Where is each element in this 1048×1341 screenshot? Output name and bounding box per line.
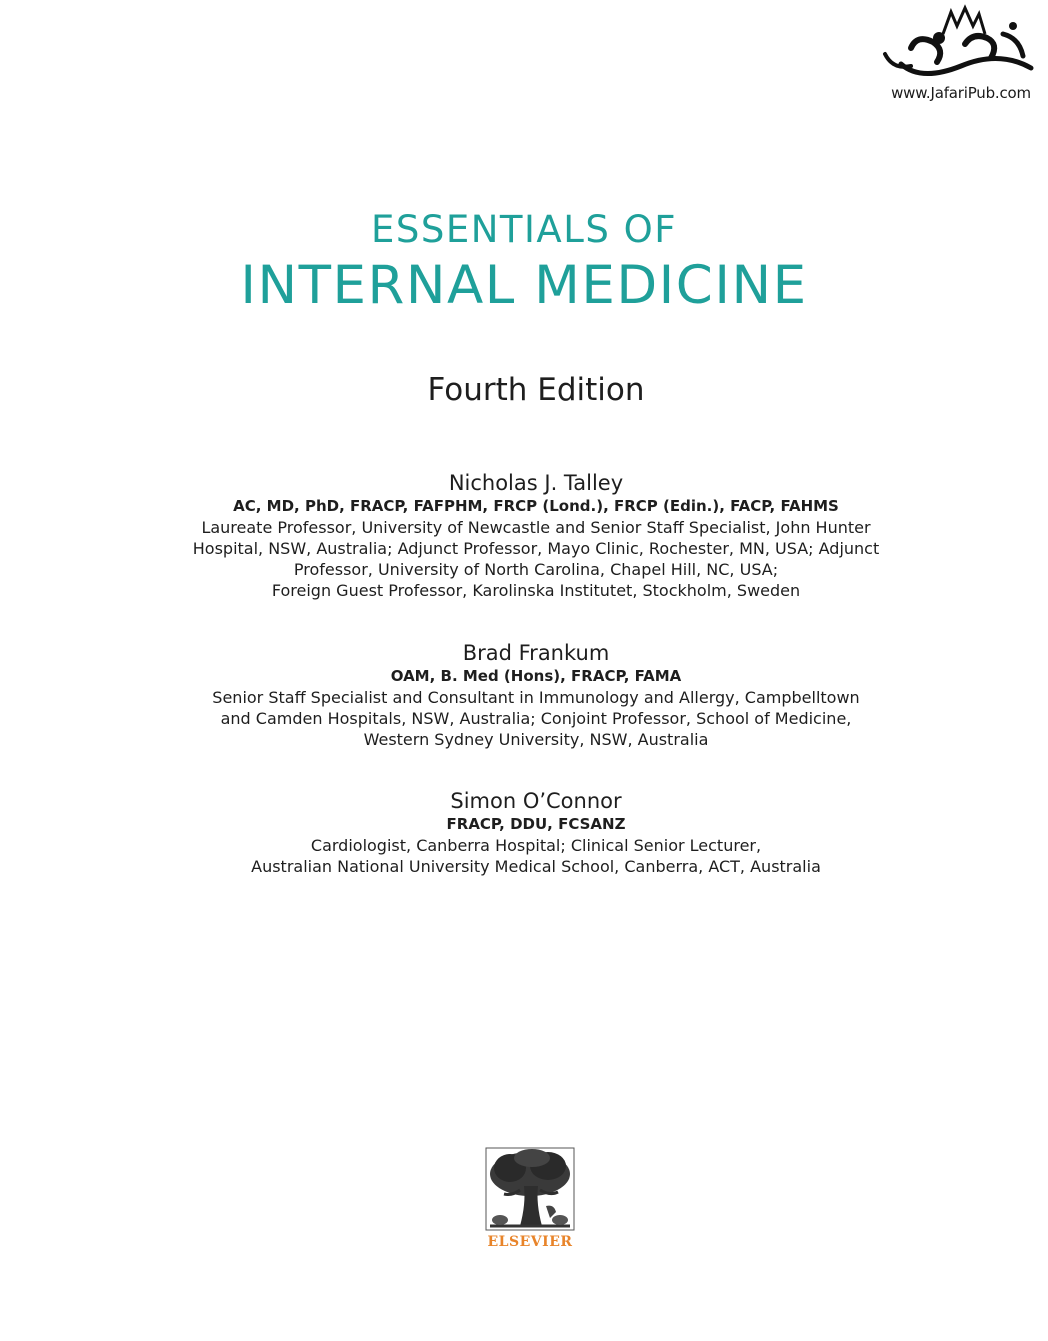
author-name: Nicholas J. Talley — [448, 471, 624, 495]
author-block — [0, 788, 1048, 877]
author-credentials: OAM, B. Med (Hons), FRACP, FAMA — [390, 667, 682, 685]
watermark-url: www.JafariPub.com — [891, 84, 1031, 102]
publisher-logo — [484, 1146, 576, 1250]
watermark — [878, 4, 1044, 102]
author-credentials: AC, MD, PhD, FRACP, FAFPHM, FRCP (Lond.), FRCP (Edin.), FACP, FAHMS — [233, 497, 839, 515]
author-affiliation — [0, 835, 1048, 877]
affiliation-line: Australian National University Medical School, Canberra, ACT, Australia — [251, 857, 821, 876]
title-line-2: INTERNAL MEDICINE — [240, 255, 808, 316]
title-line-1: ESSENTIALS OF — [371, 208, 677, 251]
author-block — [0, 470, 1048, 601]
author-name: Brad Frankum — [462, 641, 610, 665]
affiliation-line: Hospital, NSW, Australia; Adjunct Professor, Mayo Clinic, Rochester, MN, USA; Adjunct — [192, 539, 880, 558]
author-affiliation — [0, 517, 1048, 601]
affiliation-line: Foreign Guest Professor, Karolinska Institutet, Stockholm, Sweden — [271, 581, 801, 600]
author-credentials: FRACP, DDU, FCSANZ — [446, 815, 626, 833]
elsevier-tree-icon — [484, 1146, 576, 1232]
affiliation-line: Cardiologist, Canberra Hospital; Clinical Senior Lecturer, — [310, 836, 762, 855]
edition-label: Fourth Edition — [427, 372, 645, 408]
author-affiliation — [0, 687, 1048, 750]
affiliation-line: and Camden Hospitals, NSW, Australia; Conjoint Professor, School of Medicine, — [220, 709, 852, 728]
affiliation-line: Western Sydney University, NSW, Australia — [363, 730, 709, 749]
affiliation-line: Laureate Professor, University of Newcastle and Senior Staff Specialist, John Hunter — [201, 518, 871, 537]
affiliation-line: Senior Staff Specialist and Consultant in Immunology and Allergy, Campbelltown — [212, 688, 860, 707]
publisher-name: ELSEVIER — [487, 1234, 573, 1250]
author-block — [0, 640, 1048, 750]
book-title — [0, 206, 1048, 318]
jafari-pub-logo-icon — [881, 4, 1041, 82]
affiliation-line: Professor, University of North Carolina, Chapel Hill, NC, USA; — [293, 560, 779, 579]
author-name: Simon O’Connor — [450, 789, 622, 813]
